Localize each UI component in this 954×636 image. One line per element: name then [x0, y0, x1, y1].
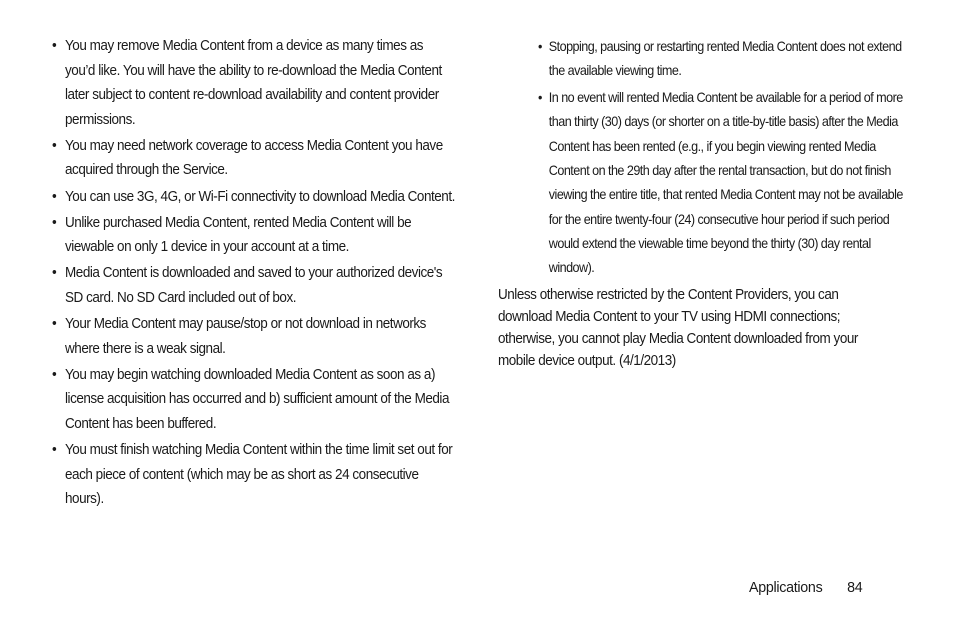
bullet-icon: • — [52, 366, 57, 383]
list-item: • Unlike purchased Media Content, rented Media Content will be viewable on only 1 device in your account at a time. — [52, 211, 456, 260]
bullet-icon: • — [52, 188, 57, 205]
body-paragraph: Unless otherwise restricted by the Content Providers, you can download Media Content to your TV using HDMI connections; otherwise, you cannot play Media Content downloaded from your mobile device output. (4/1/2013) — [498, 287, 858, 369]
right-column — [538, 34, 903, 282]
page-footer — [749, 579, 862, 596]
bullet-icon: • — [52, 38, 57, 54]
list-item: • Your Media Content may pause/stop or not download in networks where there is a weak signal. — [52, 312, 456, 361]
list-item: • Media Content is downloaded and saved to your authorized device's SD card. No SD Card included out of box. — [52, 261, 456, 310]
list-item: • You must finish watching Media Content within the time limit set out for each piece of content (which may be as short as 24 consecutive hours). — [52, 438, 456, 512]
left-bullet-list — [52, 34, 455, 512]
list-item: • You may need network coverage to access Media Content you have acquired through the Service. — [52, 134, 456, 183]
bullet-icon: • — [52, 316, 57, 333]
right-bullet-list — [538, 34, 903, 279]
list-item: • You may remove Media Content from a device as many times as you’d like. You will have the ability to re-download the Media Content later subject to content re-download availability and content provider permissions. — [52, 34, 456, 132]
list-item: • Stopping, pausing or restarting rented Media Content does not extend the available viewing time. — [538, 34, 907, 83]
bullet-icon: • — [538, 89, 542, 106]
page-number: 84 — [847, 579, 863, 596]
list-item: • In no event will rented Media Content be available for a period of more than thirty (30) days (or shorter on a title-by-title basis) after the Media Content has been rented (e.g., if you begin viewing rented Media Content on the 29th day after the rental transaction, but do not finish viewing the entire title, that rented Media Content may not be available for the entire twenty-four (24) consecutive hour period if such period would extend the viewable time beyond the thirty (30) day rental window). — [538, 85, 907, 279]
bullet-icon: • — [52, 265, 57, 282]
bullet-icon: • — [52, 214, 57, 231]
footer-section-title: Applications — [749, 579, 823, 596]
bullet-icon: • — [52, 442, 57, 458]
bullet-icon: • — [52, 137, 57, 154]
bullet-icon: • — [538, 38, 542, 54]
list-item: • You may begin watching downloaded Media Content as soon as a) license acquisition has occurred and b) sufficient amount of the Media Content has been buffered. — [52, 363, 456, 437]
left-column — [52, 34, 455, 513]
list-item: • You can use 3G, 4G, or Wi-Fi connectivity to download Media Content. — [52, 185, 456, 210]
